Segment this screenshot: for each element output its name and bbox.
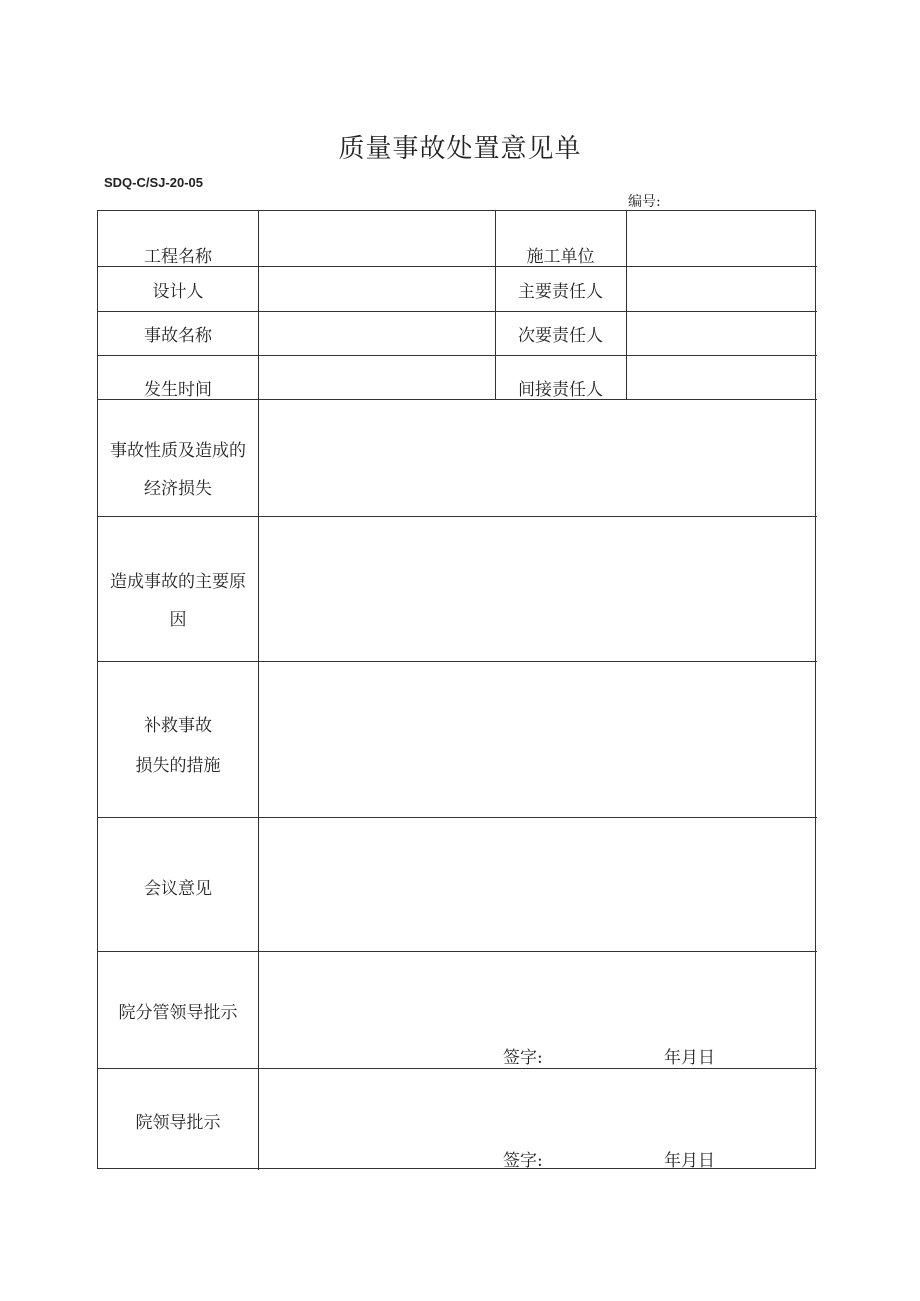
field-occurrence-time[interactable]	[259, 356, 495, 399]
label-accident-name: 事故名称	[144, 326, 212, 346]
field-main-cause[interactable]	[259, 517, 815, 661]
leader-approval-date-label: 年月日	[664, 1151, 715, 1171]
field-contractor[interactable]	[627, 219, 815, 265]
label-dept-leader-approval: 院分管领导批示	[118, 1003, 238, 1023]
dept-approval-date-label: 年月日	[664, 1048, 715, 1068]
accident-form-table	[97, 210, 816, 1169]
field-accident-name[interactable]	[259, 312, 495, 355]
field-secondary-responsible[interactable]	[627, 312, 815, 355]
dept-approval-sign-label: 签字:	[503, 1048, 543, 1068]
label-nature-and-loss-line2: 经济损失	[144, 479, 212, 499]
label-leader-approval: 院领导批示	[135, 1113, 221, 1133]
label-remedy-measures	[98, 706, 258, 786]
label-meeting-opinion: 会议意见	[144, 879, 212, 899]
label-remedy-measures-line2: 损失的措施	[135, 756, 221, 776]
label-nature-and-loss	[98, 432, 258, 508]
label-nature-and-loss-line1: 事故性质及造成的	[110, 441, 246, 461]
page-title: 质量事故处置意见单	[338, 134, 582, 164]
document-code: SDQ-C/SJ-20-05	[104, 175, 203, 190]
label-main-responsible: 主要责任人	[518, 282, 603, 302]
label-main-cause	[98, 563, 258, 639]
label-main-cause-line2: 因	[169, 610, 187, 630]
field-main-responsible[interactable]	[627, 267, 815, 311]
label-occurrence-time: 发生时间	[144, 380, 212, 400]
field-nature-and-loss[interactable]	[259, 400, 815, 516]
field-meeting-opinion[interactable]	[259, 818, 815, 951]
leader-approval-sign-label: 签字:	[503, 1151, 543, 1171]
label-designer: 设计人	[152, 282, 204, 302]
label-main-cause-line1: 造成事故的主要原	[110, 572, 246, 592]
field-project-name[interactable]	[259, 219, 495, 265]
label-project-name: 工程名称	[144, 247, 212, 267]
serial-number-label: 编号:	[628, 194, 661, 210]
field-indirect-responsible[interactable]	[627, 356, 815, 399]
field-remedy-measures[interactable]	[259, 662, 815, 817]
label-secondary-responsible: 次要责任人	[518, 326, 603, 346]
field-designer[interactable]	[259, 267, 495, 311]
label-indirect-responsible: 间接责任人	[518, 380, 603, 400]
label-remedy-measures-line1: 补救事故	[144, 716, 212, 736]
label-contractor: 施工单位	[526, 247, 595, 267]
